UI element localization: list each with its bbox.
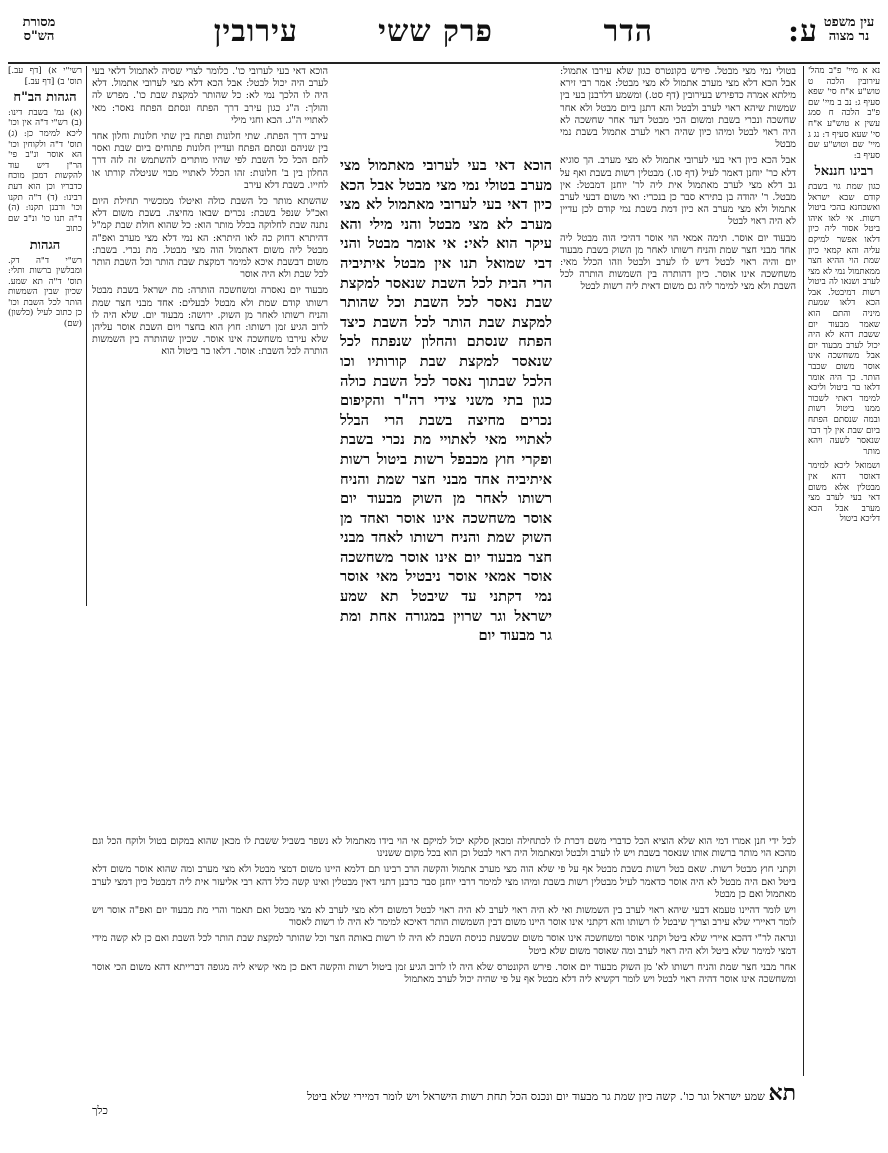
page-header — [70, 8, 818, 54]
left-margin — [8, 66, 82, 606]
tosafot-paragraph: אבל הכא כיון דאי בעי לערובי אתמול לא מצי מערב. הך סוגיא דלא כר' יוחנן דאמר לעיל (דף סו.) מבטלין רשות בשבת ואף על גב דלא מצי לערב מאתמול אית ליה לר' יוחנן דמבטל: אין מבטל. ר' יהודה בן בתירא סבר כן בנכרי: ואי משום דבעי לערב אתמול ולא מצי מערב הא כיון דמת בשבת נמי קודם לכן עדיין לא היה ראוי לבטל — [560, 155, 796, 228]
page-footer — [92, 1082, 796, 1126]
commentary-paragraph: ויש לומר דהיינו טעמא דבעי שיהא ראוי לערב בין השמשות ואי לא היה ראוי לערב לא היה ראוי לבטל דמשום דלא מצי לערב לא מצי מבטל ואם תאמר והרי מת מבעוד יום ואפ"ה אוסר ויש לומר דאיירי שלא עירב וצריך שיבטל לו רשותו והא דקתני אינו אוסר היינו משום דבין השמשות הותר דאיכא למימר לא היה לו רשות לאסור — [92, 905, 796, 929]
footer-catchword: כלך — [92, 1104, 108, 1117]
tractate-name: עירובין — [213, 14, 298, 49]
rashi-paragraph: שהשתא מותר כל השבת כולה ואיטלו ממכשיר תחילת היום ואכ"ל שנפל בשבת: נכרים שבאו מחיצה. בשבת משום דלא נתנה שבת לחלוקה בכלל מותר הוא: כל שהוא חולת שבת קמ"ל דהיתרא דחוק כה לאו היתרא: הא נמי דלא מצי מערב ואפ"ה מבטל ליה משום דאתמול הוה מצי מבטל. מת נכרי. בשבת: משום דבשבת איכא למימר דמקצת שבת הותר וכל השבת הותר לכל שבת ולא היה אוסר — [92, 196, 328, 281]
commentary-paragraph: וקתני חוץ מבטל רשות. שאם בטל רשות בשבת מבטל אף על פי שלא הוה מצי מערב אתמול והקשה הרב רבינו תם דלמא היינו משום דמצי מבטל ולא מצי מערב ומה שהוא אוסר משום דלא ביטל ואם היה מבטל לא היה אוסר כדאמר לעיל מבטלין רשות בשבת ומיהו מצי למימר דרבי יוחנן סבר כרבנן דתני דאין מבטלין ואינו קשה כלל דהא רבי אליעזר אית ליה דמבטל כיון דמצי לערב מאתמול ואם כן מבטל — [92, 864, 796, 900]
footer-paragraph — [92, 1082, 796, 1104]
rashi-paragraph: הוכא דאי בעי לערובי כו'. כלומר לצרי שסיה לאתמול דלאי בעי לערב היה יכול לבטל: אבל הכא דלא מצי לערובי אתמול. דלא היה לו הלכך נמי לא: כל שהותר למקצת שבת כו'. מפרש לה והולך: ה"ג כגון עירב דרך הפתח ונסתם הפתח נאסר: מאי לאתויי ה"ג. הכא וחגי מילי — [92, 66, 328, 126]
tosafot-column — [560, 66, 796, 828]
right-margin-rule — [803, 66, 804, 1076]
ein-mishpat-text: נא א מיי' פ"ב מהל' עירובין הלכה ט טוש"ע א"ח סי' שפא סעיף ג: נב ב מיי' שם פ"ב הלכה ח סמג עשין א טוש"ע א"ח סי' שעא סעיף ד: נג ג מיי' שם וטוש"ע שם סעיף ב: — [808, 66, 880, 161]
right-margin — [808, 66, 880, 1076]
footer-lead-word: תא — [768, 1082, 796, 1106]
hagahot-title: הגהות — [29, 237, 61, 253]
rashi-paragraph: עירב דרך הפתח. שתי חלונות ופתח בין שתי חלונות וחלון אחד בין שניהם ונסתם הפתח ועדיין חלונות פתוחים ביום שבת ואסר להם הכל כל השבת לפי שהיו מותרים להשתמש זה לזה דרך החלון בין ב' חלונות: זהו הכלל לאתויי מבוי שניטלה קורתו או לחייו. בשבת דלא עירב — [92, 131, 328, 191]
commentary-paragraph: לכל ידי חנן אמרו דמי הוא שלא הוציא הכל כדברי משם דכרת לו לכתחילה ומכאן סלקא יכול למיקם אי הוי בידו מאתמול לא נשפר בשביל ששבת לו מכאן שהוא במקום בטול ולוקח הכל וגם מהכא הוי מותר ברשות אותו שנאסר בשבת ויש לו לערב ולבטל ומאתמול היה ראוי לבטל וכן הוא בכל מקום ששנינו — [92, 836, 796, 860]
masoret-title: מסורת הש"ס — [22, 15, 56, 44]
footer-line: שמע ישראל וגר כו'. קשה כיון שמת גר מבעוד יום ונכנס הכל תחת רשות הישראל ויש לומר דמיירי שלא ביטל — [306, 1090, 765, 1103]
hagahot-text: רש"י ד"ה דק. ומבלשין ברשות ותלי: תוס' ד"ה תא שמע. שכיון שבין השמשות הותר לכל השבת וכו' כן כתוב לעיל (כלשון) (שם) — [8, 255, 82, 330]
chapter-label: פרק ששי — [378, 14, 493, 49]
right-footnote: ושמואל ליכא למימר דאוסר דהא אין מבטלין אלא משום דאי בעי לערב מצי מערב אבל הכא דליכא ביטול — [808, 461, 880, 525]
masoret-text: רשי"י א) [דף עב.] תוס' ב) [דף עב.] — [8, 66, 82, 87]
bottom-commentary — [92, 836, 796, 1072]
gemara-text: הוכא דאי בעי לערובי מאתמול מצי מערב בטולי נמי מצי מבטל אבל הכא כיון דאי בעי לערובי מאתמול לא מצי מערב לא מצי מבטל והני מילי והא עיקר הוא לאי: אי אומר מבטל והני דבי שמואל תנו אין מבטל איתיביה הרי הבית לכל השבת שנאסר למקצת שבת נאסר לכל השבת וכל שהותר למקצת שבת הותר לכל השבת כיצד הפתח שנסתם והחלון שנפתח לכל שנאסר למקצת שבת קורותיו וכו הלכל שבתוך נאסר לכל השבת כולה כגון בתי משני צידי רה"ר והקיפום נכרים מחיצה בשבת הרי הבלל לאתויי מאי לאתויי מת נכרי בשבת ופקרי חוץ מכבפל רשות ביטול רשות איתיביה אחד מבני חצר שמת והניח רשותו לאחר מן השוק מבעוד יום אוסר משחשכה אינו אוסר ואחד מן השוק שמת והניח רשותו לאחד מבני חצר מבעוד יום אינו אוסר משחשכה אוסר אמאי אוסר ניבטיל מאי אוסר נמי דקתני עד שיבטל תא שמע ישראל וגר שרוין במגורה אחת ומת גר מבעוד יום — [340, 157, 552, 645]
rashi-paragraph: מבעוד יום נאסרה ומשחשכה הותרה: מת ישראל בשבת מבטל רשותו קודם שמת ולא מבטל לבעלים: אחד מבני חצר שמת והניח רשותו לאחר מן השוק. ירושה: מבעוד יום. שלא היה לו לרוב הגיע זמן רשותו: חוץ הוא בחצר ויום השבת אוסר עליהן שלא עירבו משחשכה אינו אוסר. שכיון שהותרה בין השמשות הותרה לכל השבת: אוסר. דלאו בר ביטול הוא — [92, 285, 328, 358]
left-margin-rule — [86, 66, 87, 606]
tosafot-paragraph: מבעוד יום אוסר. תימה אמאי הוי אוסר דהיכי הוה מבטל ליה אחד מבני חצר שמת והניח רשותו לאחר מן השוק בשבת מבעוד יום והיה ראוי לבטל דיש לו לערב ולבטל וזהו הכלל מאי: משחשכה אינו אוסר. כיון דהותרה בין השמשות הותרה לכל השבת ולא מצי למימר ליה גם משום דאית ליה רשות לבטל — [560, 232, 796, 293]
hagahot-habach-text: (א) גמ' בשבת דינו: (ב) רש"י ד"ה אין וכו' ליכא למימר כן: (ג) תוס' ד"ה ולקוחין וכו' הא אוסר ונ"ב פי' הר"ן דיש עוד להקשות דמכן מוכח כדבריו וכן הוא דעת רבינו: (ד) ד"ה תקנו וכו' ורבנן תקנו: (ה) ד"ה תנו כו' ונ"ב שם כתוב — [8, 107, 82, 235]
commentary-paragraph: ונראה לר"י דהכא איירי שלא ביטל וקתני אוסר ומשחשכה אינו אוסר משום שבשעת כניסת השבת לא היה לו רשות באותה חצר וכל שהותר למקצת שבת הותר לכל השבת ואם כן לא קשה מידי דמצי למימר שלא ביטל ולא היה ראוי לערב ומה שאוסר משום שלא ביטל — [92, 933, 796, 957]
rabbeinu-chananel-text: כגון שמת גוי בשבת קודם שבא ישראל ואשכחנא בהכי ביטול רשות. אי לאו איהו ביטל אסור ליה כיון דלאו אפשר למיקם עליה והא קמאי כיון שמת הוי ההיא חצר ממאתמול נמי לא מצי לערב ושנאו לה ביטול רשות דמיבטל. אבל הכא דלאו שמעת מיניה והתם הוא שאמר מבעוד יום ששבת דהא לא היה יכול לערב מבעוד יום אבל משחשכה אינו אוסר משום שכבר הותר. כך היה אומר דלאו בר ביטול וליכא למימר דאתי לשכור ממנו ביטול רשות ובמה שנסתם הפתח ביום שבת אין לך דבר שנאסר לשעה ויהא מותר — [808, 181, 880, 457]
ein-mishpat-title: עין משפט נר מצוה — [823, 15, 875, 44]
folio-number: ע: — [787, 14, 818, 49]
commentary-paragraph: אחר מבני חצר שמת והניח רשותו לא' מן השוק מבעוד יום אוסר. פירש הקונטרס שלא היה לו לרוב הגיע זמן ביטול רשות והקשה דאם כן מאי קשיא ליה מגופה דברייתא דהא משום הכי אוסר ומשחשכה אינו אוסר דהיה ראוי לבטל ויש לומר דקשיא ליה דלא מבטל אף על פי שהיה יכול לערב מאתמול — [92, 961, 796, 986]
chapter-name: הדר — [603, 14, 653, 49]
hagahot-habach-title: הגהות הב"ח — [13, 90, 77, 106]
rabbeinu-chananel-title: רבינו חננאל — [814, 164, 874, 180]
rashi-column — [92, 66, 328, 828]
tosafot-paragraph: בטולי נמי מצי מבטל. פירש בקונטרס כגון שלא עירבו אתמול: אבל הכא דלא מצי מערב אתמול לא מצי מבטל: אמר רבי זירא מילתא אמרה כדפירש בעירובין (דף סט.) ומשמע דלרבנן בעי בין שמשות שיהא ראוי לערב ולבטל והא דתנן ביום מבטל ולא אחר שחשכה ונכרי בשבת ומשום הכי מבטל דעד אחר שחשכה לא היה ראוי לבטל ומיהו כיון שהיה ראוי לערב אתמול בשבת נמי מבטל — [560, 66, 796, 151]
header-rule — [8, 62, 880, 64]
